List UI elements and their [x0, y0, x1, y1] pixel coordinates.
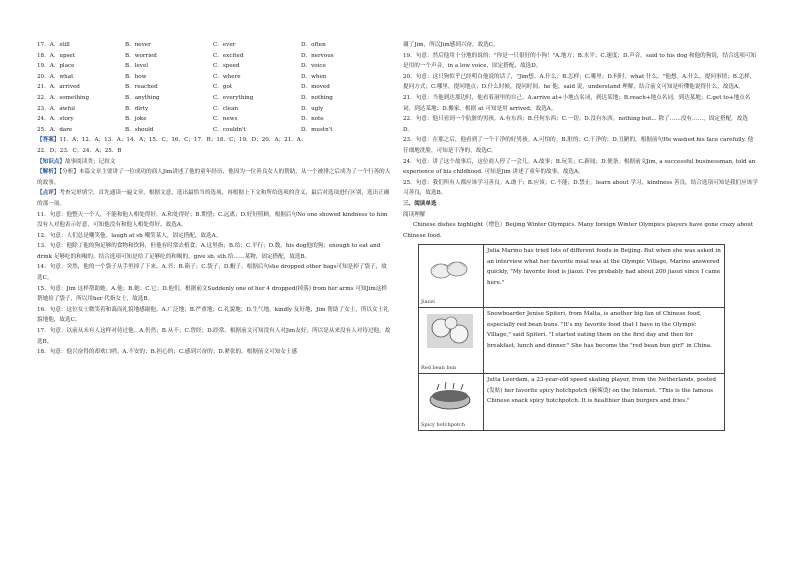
- table-image-cell: [419, 374, 484, 430]
- analysis-text: 【分析】本篇文章主要讲了一位成功的商人Jim讲述了他的童年经历，他因为一位善良女人的帮助，从一个被排之后成为了一个行善的人的故事。: [37, 169, 391, 186]
- reading-table: [418, 244, 725, 431]
- section-subheading: 阅读理解: [403, 211, 426, 218]
- table-row: [419, 245, 724, 307]
- option-d: D．ugly: [301, 105, 324, 112]
- explanation-item: 24．句意：讲了这个故事后，这位商人停了一会儿。A.故事；B.玩笑；C.新闻；D.便条。根据前文Jim, a successful businessman, told an experience of his childhood. 可知是Jim 讲述了童年的故事，故选A。: [403, 158, 756, 176]
- option-d: D．nothing: [301, 94, 333, 101]
- option-d: D．often: [301, 42, 326, 48]
- tip-line: [37, 188, 392, 209]
- option-row: [37, 125, 392, 136]
- option-c: C．ever: [213, 42, 236, 48]
- option-d: D．note: [301, 116, 324, 123]
- option-c: C．couldn't: [213, 126, 246, 133]
- option-a: 18．A．upset: [37, 52, 75, 59]
- option-c: C．everything: [213, 94, 254, 101]
- tip-label: 【点评】: [37, 190, 60, 197]
- explanation-item: 16．句意：这位女士微笑着和蔼而礼貌地感谢他。A.广泛地；B.严重地；C.礼貌地；D.生气地。kindly 友好地，Jim 帮助了女士，所以女士礼貌地他，故选C。: [37, 306, 389, 324]
- option-c: C．speed: [213, 63, 240, 70]
- option-row: [37, 93, 392, 104]
- option-a: 17．A．still: [37, 42, 70, 48]
- table-image-cell: [419, 308, 484, 373]
- explanation-item: 21．句意：当他到达那边时，他看着洞里的自己。A.arrive at+小地点名词，到达某地；B.reach+地点名词，到达某地；C.get to+地点名词，到达某地；D.搬家。根据 at 可知是用 arrived，故选A。: [403, 94, 751, 112]
- table-text-cell: Julia Marino has tried lots of different foods in Beijing. But when she was asked in an interview what her favorite meal was at the Olympic Village, Marino answered quickly, "My favorite food is jiaozi. I've probably had about 200 jiaozi since I came here.": [487, 248, 721, 287]
- image-caption: Jiaozi: [421, 298, 435, 305]
- option-row: [37, 82, 392, 93]
- option-c: C．got: [213, 84, 233, 91]
- image-caption: Red bean bun: [421, 364, 457, 371]
- knowledge-label: 【知识点】: [37, 158, 65, 165]
- option-row: [37, 51, 392, 62]
- option-a: 25．A．dare: [37, 126, 73, 133]
- explanation-item: 19．句意：然后他用十分地的说的："你是一只很好的小狗！"A.地方；B.水平；C.速度；D.声音。said to his dog 和他的狗说，结合选项可知是用的一个声音，in a low voice，固定搭配，故选D。: [403, 52, 757, 70]
- explanation-item: 22．句意：他只看到一个肮脏的男孩。A.有东西；B.任何东西；C.一切；D.没有东西。nothing but... 除了……没有……，固定搭配，故选D。: [403, 116, 748, 133]
- option-a: 24．A．story: [37, 116, 74, 123]
- left-column: [37, 40, 392, 358]
- explanation-item: 25．句意：我们所有人都应该学习善良。A.敢于；B.应该；C.不能；D.禁止。learn about 学习，kindness 善良，结合选项可知是我们应该学习善良，故选B。: [403, 179, 758, 197]
- option-b: B．how: [125, 73, 147, 80]
- jiaozi-image: [427, 251, 473, 285]
- section-heading: 三、阅读单选: [403, 200, 437, 207]
- answer-line: [37, 135, 392, 146]
- option-b: B．never: [125, 42, 151, 48]
- option-d: D．when: [301, 73, 327, 80]
- option-row: [37, 104, 392, 115]
- tip-text: 考查完形填空，首先通读一遍文章，根据文意，选出最恰当的选项，再根据上下文和所给选项的含义，最后对选项进行区别，选出正确的那一项。: [37, 190, 390, 207]
- explanation-item: 23．句意：在那之后，他看到了一个干净的好男孩。A.可怕的；B.脏的；C.干净的；D.丑陋的。根据前句He washed his face carefully. 他仔细地洗脸，可知是干净的，故选C。: [403, 137, 754, 154]
- spicy-hotchpotch-image: [427, 380, 473, 414]
- option-a: 19．A．place: [37, 63, 75, 70]
- option-b: B．joke: [125, 116, 147, 123]
- option-a: 22．A．something: [37, 94, 90, 101]
- option-c: C．clean: [213, 105, 239, 112]
- explanation-item: 11．句意：他整天一个人，不能和他人相处得好。A.和处得好；B.期望；C.远离；D.好好照顾。根据后句No one showed kindness to him 没有人对他表示好意，可知他没有和他人相处得好，故选A。: [37, 211, 388, 229]
- image-caption: Spicy hotchpotch: [421, 421, 465, 428]
- red-bean-bun-image: [427, 314, 473, 348]
- option-a: 23．A．awful: [37, 105, 75, 112]
- explanation-item: 14．句意：突然，他的一个袋子从手里掉了下来。A.书；B.箱子；C.袋子；D.帽子。根据后句she dropped other bags可知是掉了袋子，故选C。: [37, 264, 387, 282]
- explanation-item: 20．句意：这只狗似乎已经明白他说的话了，"Jim想。A.什么；B.怎样；C.哪里；D.何时。what 什么，"他想。A.什么，提问事情；B.怎样，提问方式；C.哪里，提问地点；D.什么时候，提问时间。he 他，said 说，understand 理解，结合前文可知是听懂他说得什么，故选A。: [403, 73, 756, 91]
- option-c: C．news: [213, 116, 238, 123]
- explanation-item: 17．句意：以前从未有人这样对待过他。A.仍然；B.从不；C.曾经；D.经常。根据前文可知没有人对Jim友好，所以是从来没有人对待过他，故选B。: [37, 328, 391, 345]
- option-row: [37, 61, 392, 72]
- option-b: B．level: [125, 63, 149, 70]
- option-c: C．where: [213, 73, 241, 80]
- explanation-item: 15．句意：Jim 这样帮助她。A.他；B.她；C.它；D.他们。根据前文Suddenly one of her 4 dropped(掉落) from her arms 可知Jim这样帮她捡了袋子，所以用her 代指女士，故选B。: [37, 285, 387, 303]
- explanation-item: 18．句意：他兴奋得的却欢口哨。A.不安的；B.担心的；C.感到兴奋的；D.紧张的。根据前文可知女士感: [37, 349, 298, 356]
- explanation-item: 谢了Jim，所以Jim感到兴奋，故选C。: [403, 42, 499, 48]
- analysis-line: [37, 167, 392, 188]
- option-d: D．moved: [301, 84, 330, 91]
- answer-line-2: 22．D；23．C；24．A；25．B: [37, 147, 122, 154]
- table-image-cell: [419, 245, 484, 307]
- table-text-cell: Snowboarder Jenise Spiteri, from Malta, is another big fan of Chinese food, especially red bean buns. "It's my favorite food that I have in the Olympic Village," said Spiteri. "I started eating them on the first day and then for breakfast, lunch and dinner." She has become the "red bean bun girl" in China.: [487, 311, 712, 350]
- option-b: B．reached: [125, 84, 158, 91]
- right-column: [403, 40, 758, 431]
- knowledge-line: [37, 157, 392, 168]
- option-b: B．dirty: [125, 105, 149, 112]
- option-a: 20．A．what: [37, 73, 74, 80]
- table-row: [419, 307, 724, 373]
- analysis-label: 【解析】: [37, 169, 60, 176]
- options-list: [37, 40, 392, 135]
- option-row: [37, 72, 392, 83]
- table-row: [419, 373, 724, 430]
- reading-intro: Chinese dishes highlight（增色）Beijing Winter Olympics. Many foreign Winter Olympics players have gone crazy about Chinese food.: [403, 222, 754, 239]
- option-b: B．worried: [125, 52, 157, 59]
- option-row: [37, 40, 392, 51]
- option-c: C．excited: [213, 52, 244, 59]
- option-b: B．anything: [125, 94, 160, 101]
- explanation-item: 12．句意：人们总是嘲笑他。laugh at sb 嘲笑某人，固定搭配，故选A。: [37, 232, 222, 239]
- option-d: D．voice: [301, 63, 326, 70]
- answer-text: 11．A；12．A；13．A；14．A；15．C；16．C；17．B；18．C；19．D；20．A；21．A；: [59, 137, 307, 144]
- option-b: B．should: [125, 126, 154, 133]
- option-a: 21．A．arrived: [37, 84, 80, 91]
- option-row: [37, 114, 392, 125]
- table-text-cell: Jutta Leerdam, a 23-year-old speed skating player, from the Netherlands, posted (发贴) her favorite spicy hotchpotch (麻辣烫) on the Internet. "This is the famous Chinese snack spicy hotchpotch. It is healthier than burgers and fries.": [487, 377, 716, 405]
- knowledge-text: 故事阅读类；记叙文: [64, 158, 116, 165]
- explanation-item: 13．句意：他除了他的狗足够的食物和饮料，但他有时常去植食。A.这里指；B.给；C.平行；D.数。his dog他的狗；enough to eat and drink 足够吃的和喝的，结合选项可知是给了足够吃的和喝的，give sb. sth.给……某物，固定搭配，故选B。: [37, 243, 381, 260]
- answer-label: 【答案】: [37, 137, 60, 144]
- option-d: D．mustn't: [301, 126, 333, 133]
- option-d: D．nervous: [301, 52, 334, 59]
